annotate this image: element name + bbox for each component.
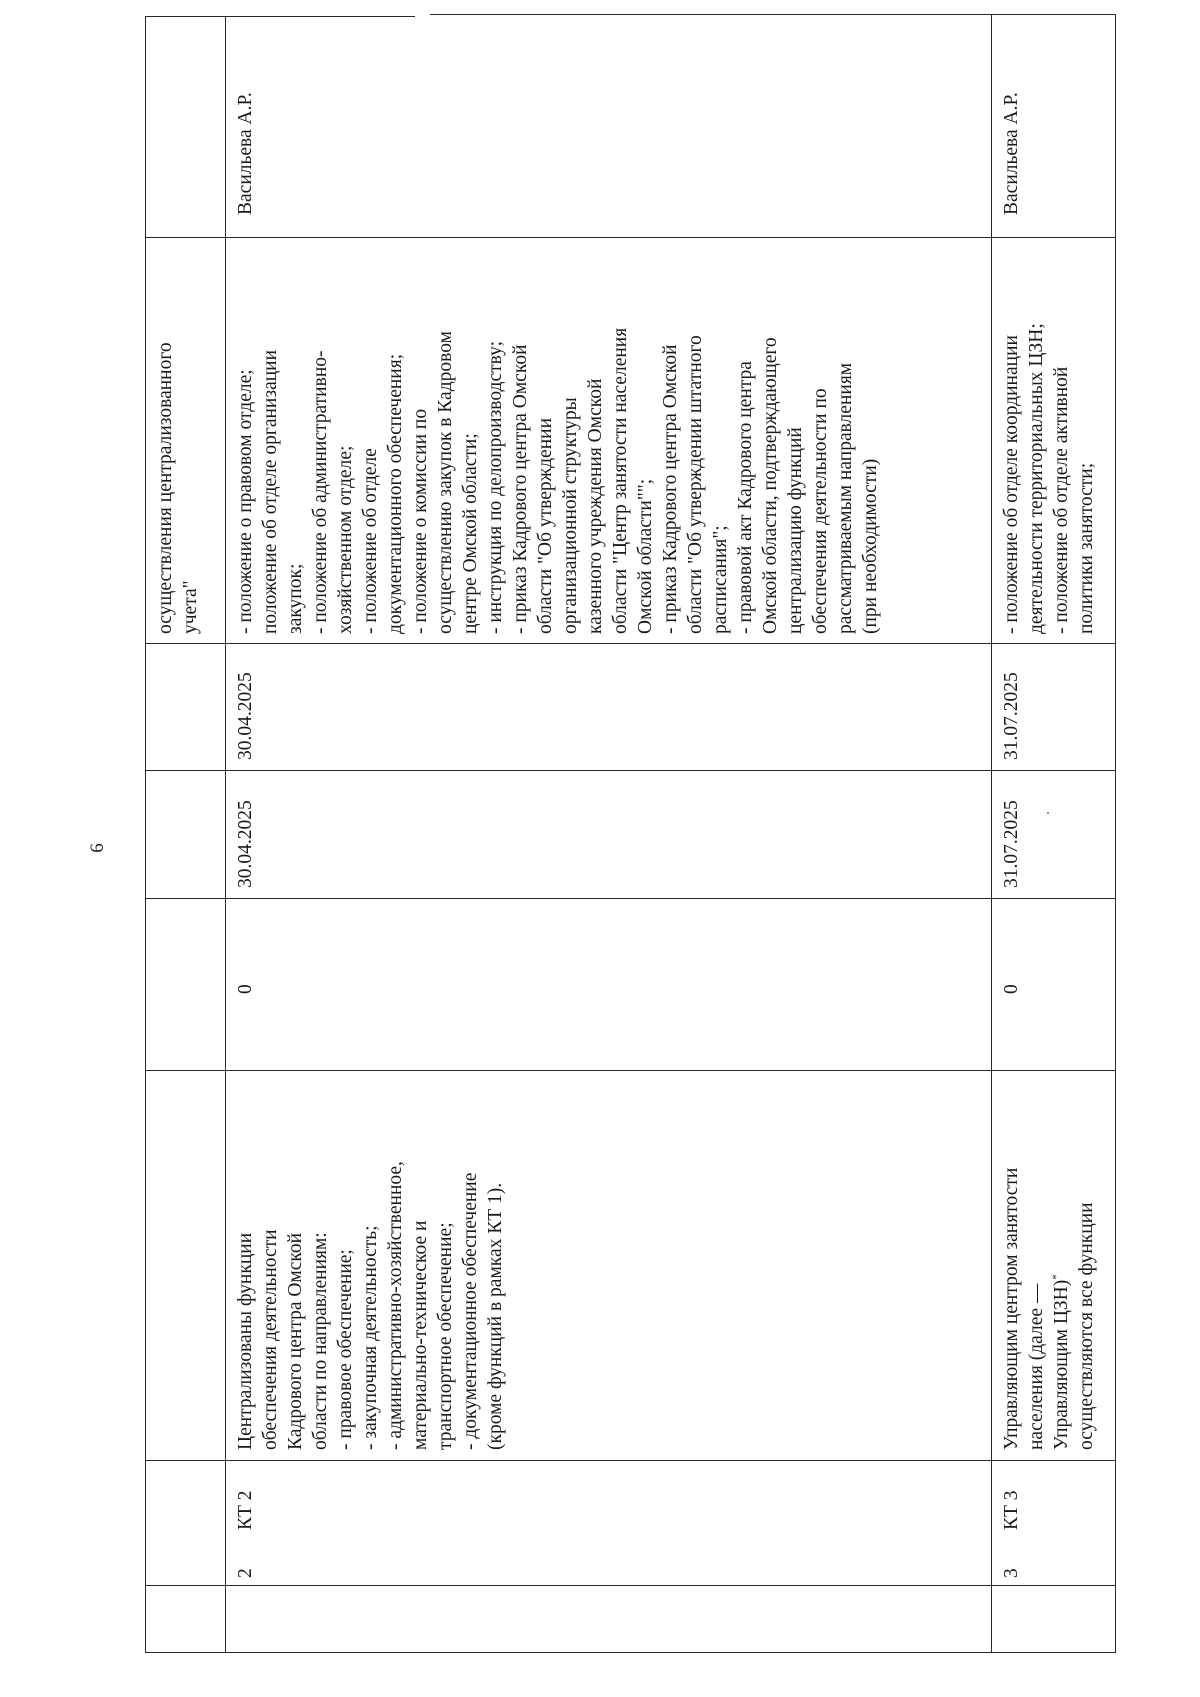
responsible-cell: Васильева А.Р. — [1001, 92, 1022, 215]
responsible-cell: Васильева А.Р. — [235, 92, 256, 215]
column-border-6 — [145, 643, 1116, 644]
table-border-top — [145, 16, 415, 17]
column-border-7 — [145, 237, 1116, 238]
description-cell: Управляющим центром занятости населения (далее — Управляющим ЦЗН)* осуществляются все функции — [1001, 1167, 1097, 1450]
scan-speck — [1047, 812, 1049, 814]
table-left-edge — [145, 16, 146, 1653]
column-border-2 — [145, 1460, 1116, 1461]
start-date-cell: 30.04.2025 — [235, 800, 256, 888]
column-border-5 — [145, 770, 1116, 771]
table-border-bottom — [145, 1652, 1116, 1653]
row-separator-1 — [225, 16, 226, 1653]
documents-cell: - положение о правовом отделе; положение об отделе организации закупок; - положение об административно- хозяйственном отделе; - положение об отделе документационного обеспечения; - положение о комиссии по осуществлению закупок в Кадровом центре Омской области; - инструкция по делопроизводству; - приказ Кадрового центра Омской области "Об утверждении организационной структуры казенного учреждения Омской области "Центр занятости населения Омской области""; - приказ Кадрового центра Омской области "Об утверждении штатного расписания"; - правовой акт Кадрового центра Омской области, подтверждающего централизацию функций обеспечения деятельности по рассматриваемым направлениям (при необходимости) — [235, 327, 881, 634]
column-border-1 — [145, 1585, 1116, 1586]
end-date-cell: 31.07.2025 — [1001, 672, 1022, 760]
checkpoint-code: КТ 3 — [1001, 1490, 1022, 1530]
start-date-cell: 31.07.2025 — [1001, 800, 1022, 888]
row-separator-2 — [991, 14, 992, 1653]
continued-documents-cell: осуществления централизованного учета" — [155, 342, 201, 634]
table-right-edge — [1115, 14, 1116, 1653]
footnote-mark: * — [1050, 1274, 1063, 1280]
row-number: 3 — [1001, 1568, 1022, 1578]
checkpoint-code: КТ 2 — [235, 1490, 256, 1530]
end-date-cell: 30.04.2025 — [235, 672, 256, 760]
documents-cell: - положение об отделе координации деятельности территориальных ЦЗН; - положение об отделе активной политики занятости; — [1001, 323, 1097, 634]
column-border-3 — [145, 1070, 1116, 1071]
row-number: 2 — [235, 1568, 256, 1578]
value-cell: 0 — [1001, 984, 1022, 994]
description-cell: Централизованы функции обеспечения деятельности Кадрового центра Омской области по направлениям: - правовое обеспечение; - закупочная деятельность; - административно-хозяйственное, материально-техническое и транспортное обеспечение; - документационное обеспечение (кроме функций в рамках КТ 1). — [235, 1161, 506, 1450]
table-border-top-right — [430, 14, 1116, 15]
value-cell: 0 — [235, 984, 256, 994]
page-number: 6 — [87, 843, 108, 853]
column-border-4 — [145, 898, 1116, 899]
